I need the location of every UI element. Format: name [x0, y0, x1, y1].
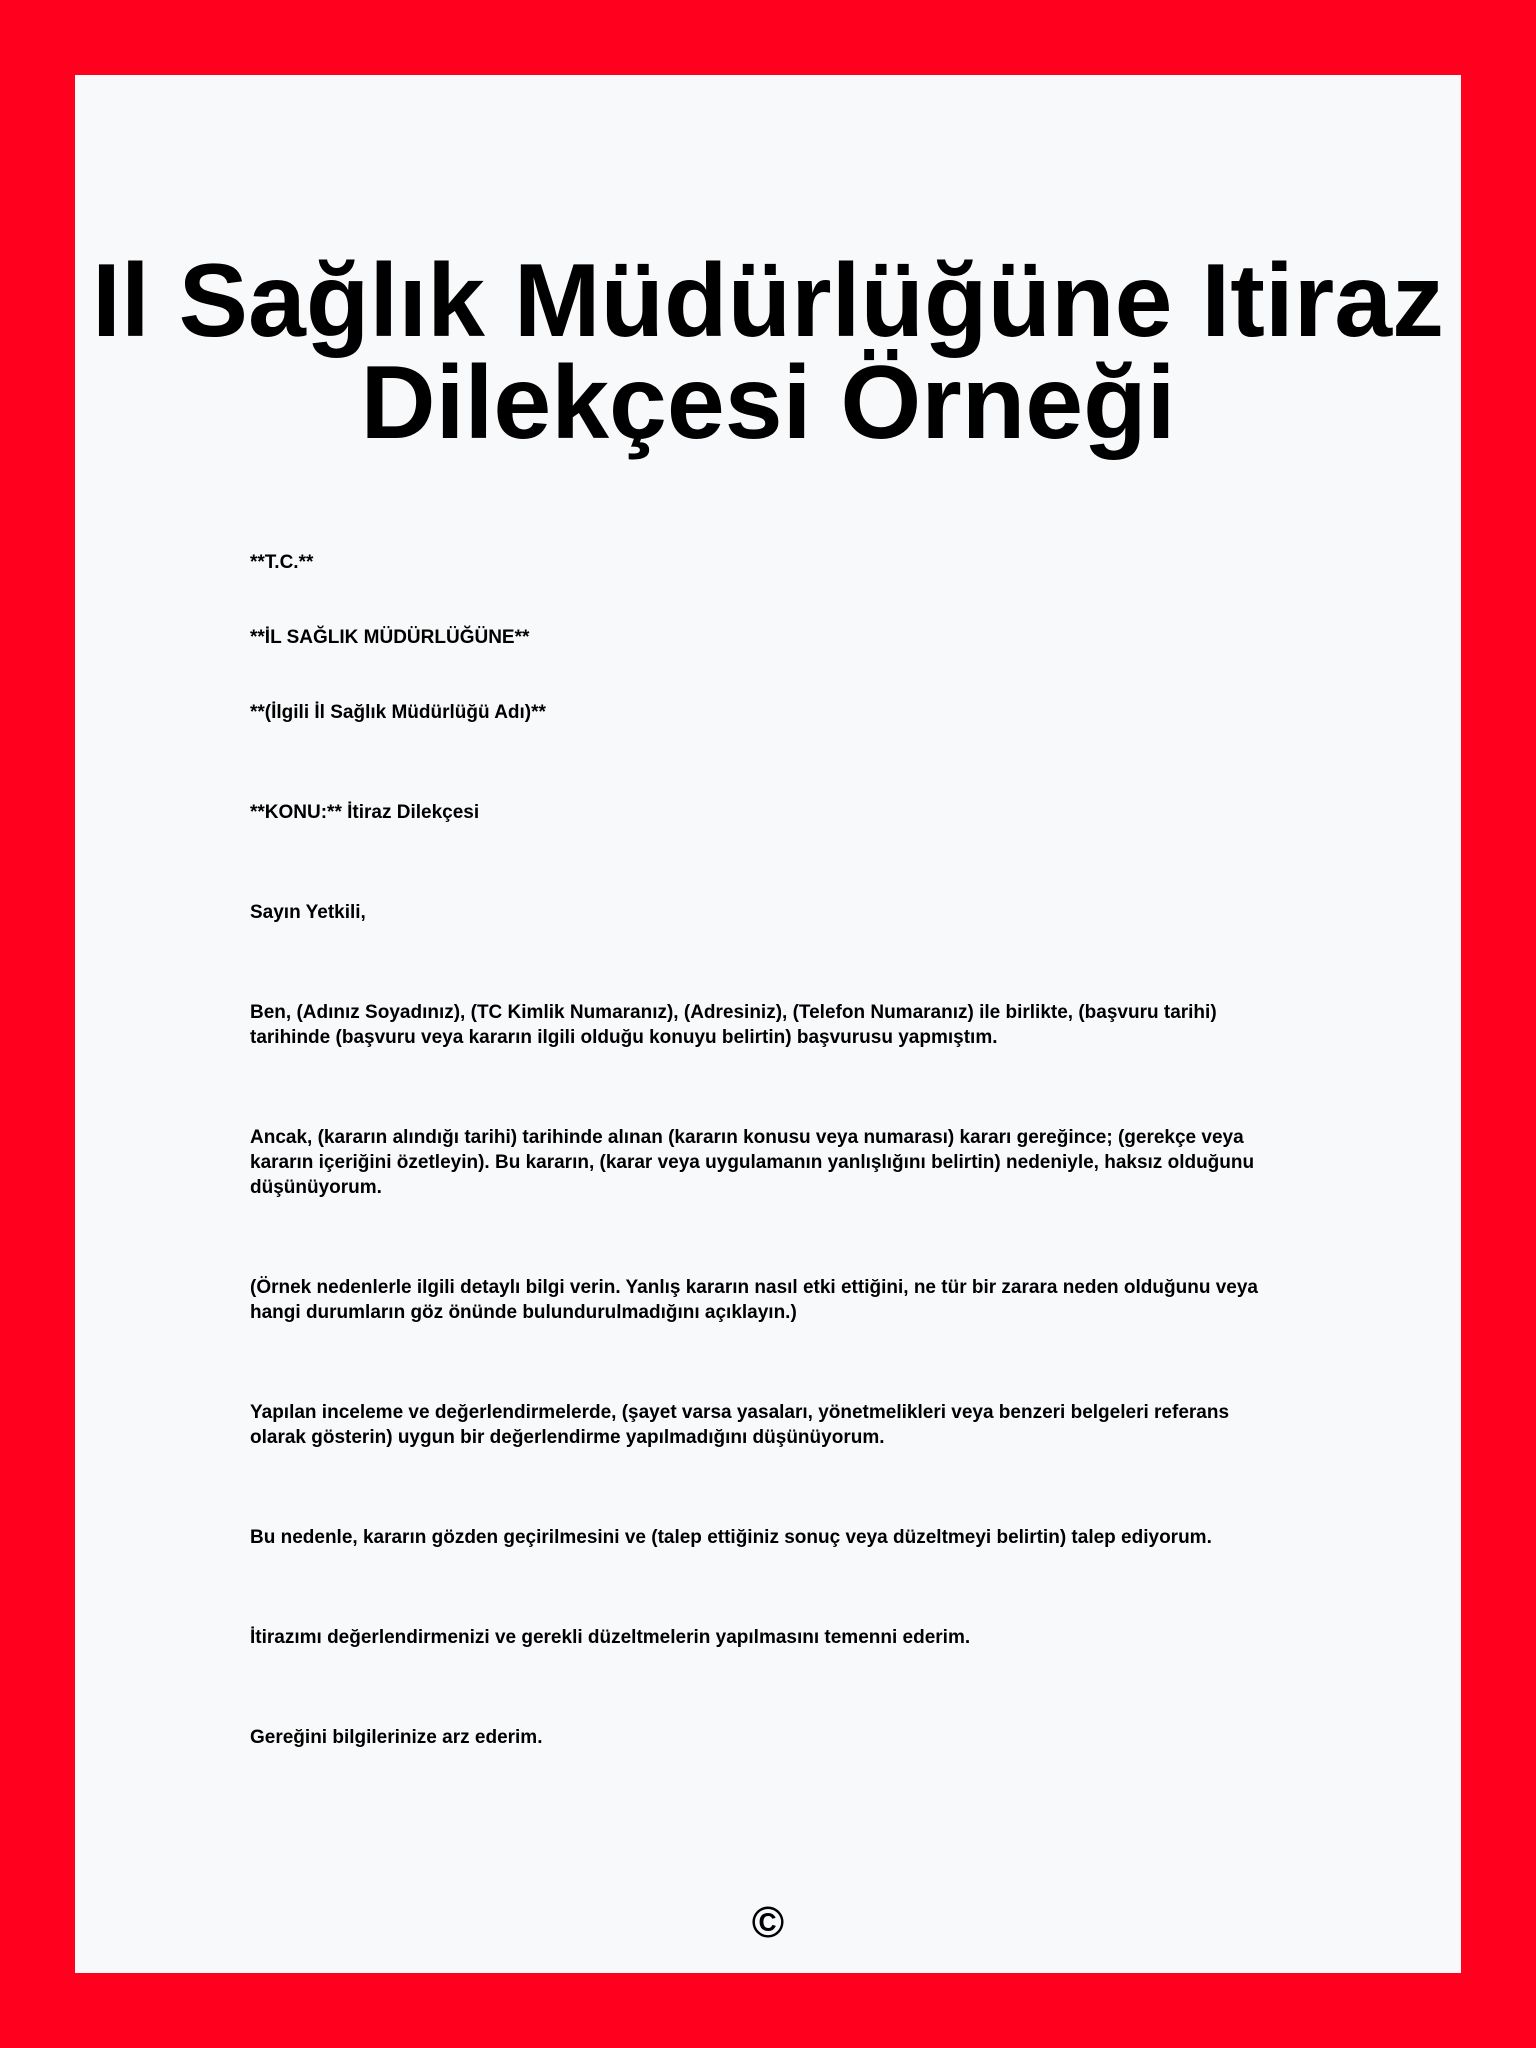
letter-line-addressee: **İL SAĞLIK MÜDÜRLÜĞÜNE** — [250, 627, 530, 648]
letter-line-tc: **T.C.** — [250, 552, 314, 573]
copyright-icon: © — [751, 1898, 785, 1947]
letter-closing: Gereğini bilgilerinize arz ederim. — [250, 1727, 543, 1748]
letter-line-office-name: **(İlgili İl Sağlık Müdürlüğü Adı)** — [250, 702, 546, 723]
letter-paragraph-request: Bu nedenle, kararın gözden geçirilmesini ve (talep ettiğiniz sonuç veya düzeltmeyi belirtin) talep ediyorum. — [250, 1527, 1212, 1548]
letter-paragraph-evaluation: Yapılan inceleme ve değerlendirmelerde, (şayet varsa yasaları, yönetmelikleri veya benzeri belgeleri referans olarak gösterin) uygun bir değerlendirme yapılmadığını düşünüyorum. — [250, 1402, 1230, 1448]
letter-paragraph-reasons: (Örnek nedenlerle ilgili detaylı bilgi verin. Yanlış kararın nasıl etki ettiğini, ne tür bir zarara neden olduğunu veya hangi durumların göz önünde bulundurulmadığını açıklayın.) — [250, 1277, 1258, 1323]
letter-paragraph-decision: Ancak, (kararın alındığı tarihi) tarihinde alınan (kararın konusu veya numarası) kararı gereğince; (gerekçe veya kararın içeriğini özetleyin). Bu kararın, (karar veya uygulamanın yanlışlığını belirtin) nedeniyle, haksız olduğunu düşünüyorum. — [250, 1127, 1255, 1198]
document-page — [75, 75, 1461, 1973]
letter-paragraph-closing-request: İtirazımı değerlendirmenizi ve gerekli düzeltmelerin yapılmasını temenni ederim. — [250, 1627, 971, 1648]
letter-salutation: Sayın Yetkili, — [250, 902, 366, 923]
letter-paragraph-application: Ben, (Adınız Soyadınız), (TC Kimlik Numaranız), (Adresiniz), (Telefon Numaranız) ile birlikte, (başvuru tarihi) tarihinde (başvuru veya kararın ilgili olduğu konuyu belirtin) başvurusu yapmıştım. — [250, 1002, 1217, 1048]
document-title: Il Sağlık Müdürlüğüne Itiraz Dilekçesi Örneği — [91, 243, 1445, 461]
letter-subject: **KONU:** İtiraz Dilekçesi — [250, 802, 480, 823]
